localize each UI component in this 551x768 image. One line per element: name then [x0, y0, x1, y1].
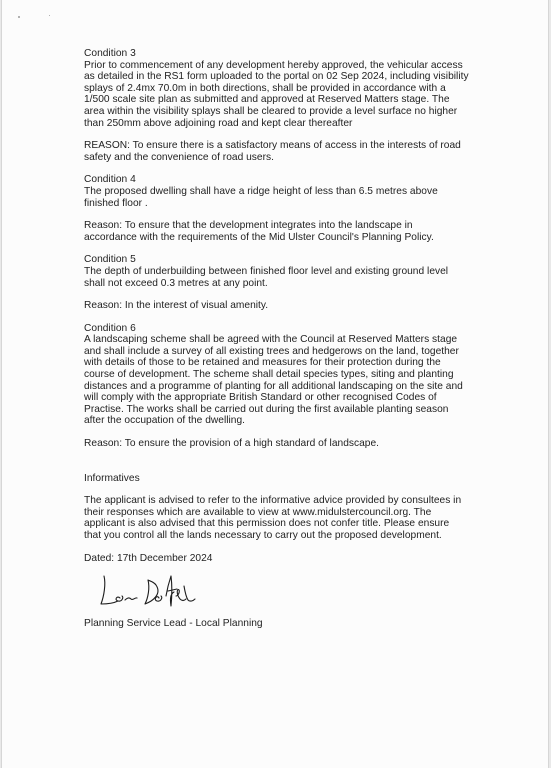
scan-speck: [18, 16, 20, 18]
condition-3-heading: Condition 3: [84, 48, 136, 59]
informatives-heading: Informatives: [84, 472, 140, 484]
condition-6: [84, 323, 484, 427]
document-body: [84, 48, 484, 630]
condition-4-reason: Reason: To ensure that the development integrates into the landscape in accordance with the requirements of the Mid Ulster Council's Planning Policy.: [84, 220, 434, 243]
condition-5: [84, 254, 484, 289]
condition-3: [84, 48, 484, 129]
handwritten-signature-icon: [96, 570, 206, 610]
condition-5-text: The depth of underbuilding between finished floor level and existing ground level shall not exceed 0.3 metres at any point.: [84, 265, 449, 289]
condition-5-reason: Reason: In the interest of visual amenity.: [84, 300, 269, 312]
condition-6-heading: Condition 6: [84, 322, 136, 334]
document-page: [1, 0, 549, 768]
condition-3-text: Prior to commencement of any development hereby approved, the vehicular access as detailed in the RS1 form uploaded to the portal on 02 Sep 2024, including visibility splays of 2.4mx 70.0m in both directions, shall be provided in accordance with a 1/500 scale site plan as submitted and approved at Reserved Matters stage. The area within the visibility splays shall be cleared to provide a level surface no higher than 250mm above adjoining road and kept clear thereafter: [84, 59, 469, 129]
informatives-text: The applicant is advised to refer to the informative advice provided by consultees in their responses which are available to view at www.midulstercouncil.org. The applicant is also advised that this permission does not confer title. Please ensure that you control all the lands necessary to carry out the proposed development.: [84, 495, 462, 541]
informatives: [84, 473, 484, 542]
signatory-title: Planning Service Lead - Local Planning: [84, 618, 263, 630]
condition-6-reason: Reason: To ensure the provision of a high standard of landscape.: [84, 438, 380, 450]
date-line: Dated: 17th December 2024: [84, 552, 213, 564]
condition-4: [84, 174, 484, 209]
scan-speck: [49, 15, 50, 16]
condition-3-reason: REASON: To ensure there is a satisfactory means of access in the interests of road safety and the convenience of road users.: [84, 140, 461, 163]
condition-5-heading: Condition 5: [84, 254, 136, 266]
condition-4-text: The proposed dwelling shall have a ridge height of less than 6.5 metres above finished floor .: [84, 185, 438, 209]
condition-6-text: A landscaping scheme shall be agreed with the Council at Reserved Matters stage and shall include a survey of all existing trees and hedgerows on the land, together with details of those to be retained and measures for their protection during the course of development. The scheme shall detail species types, siting and planting distances and a programme of planting for all additional landscaping on the site and will comply with the appropriate British Standard or other recognised Codes of Practise. The works shall be carried out during the first available planting season after the occupation of the dwelling.: [84, 334, 463, 427]
condition-4-heading: Condition 4: [84, 174, 136, 186]
